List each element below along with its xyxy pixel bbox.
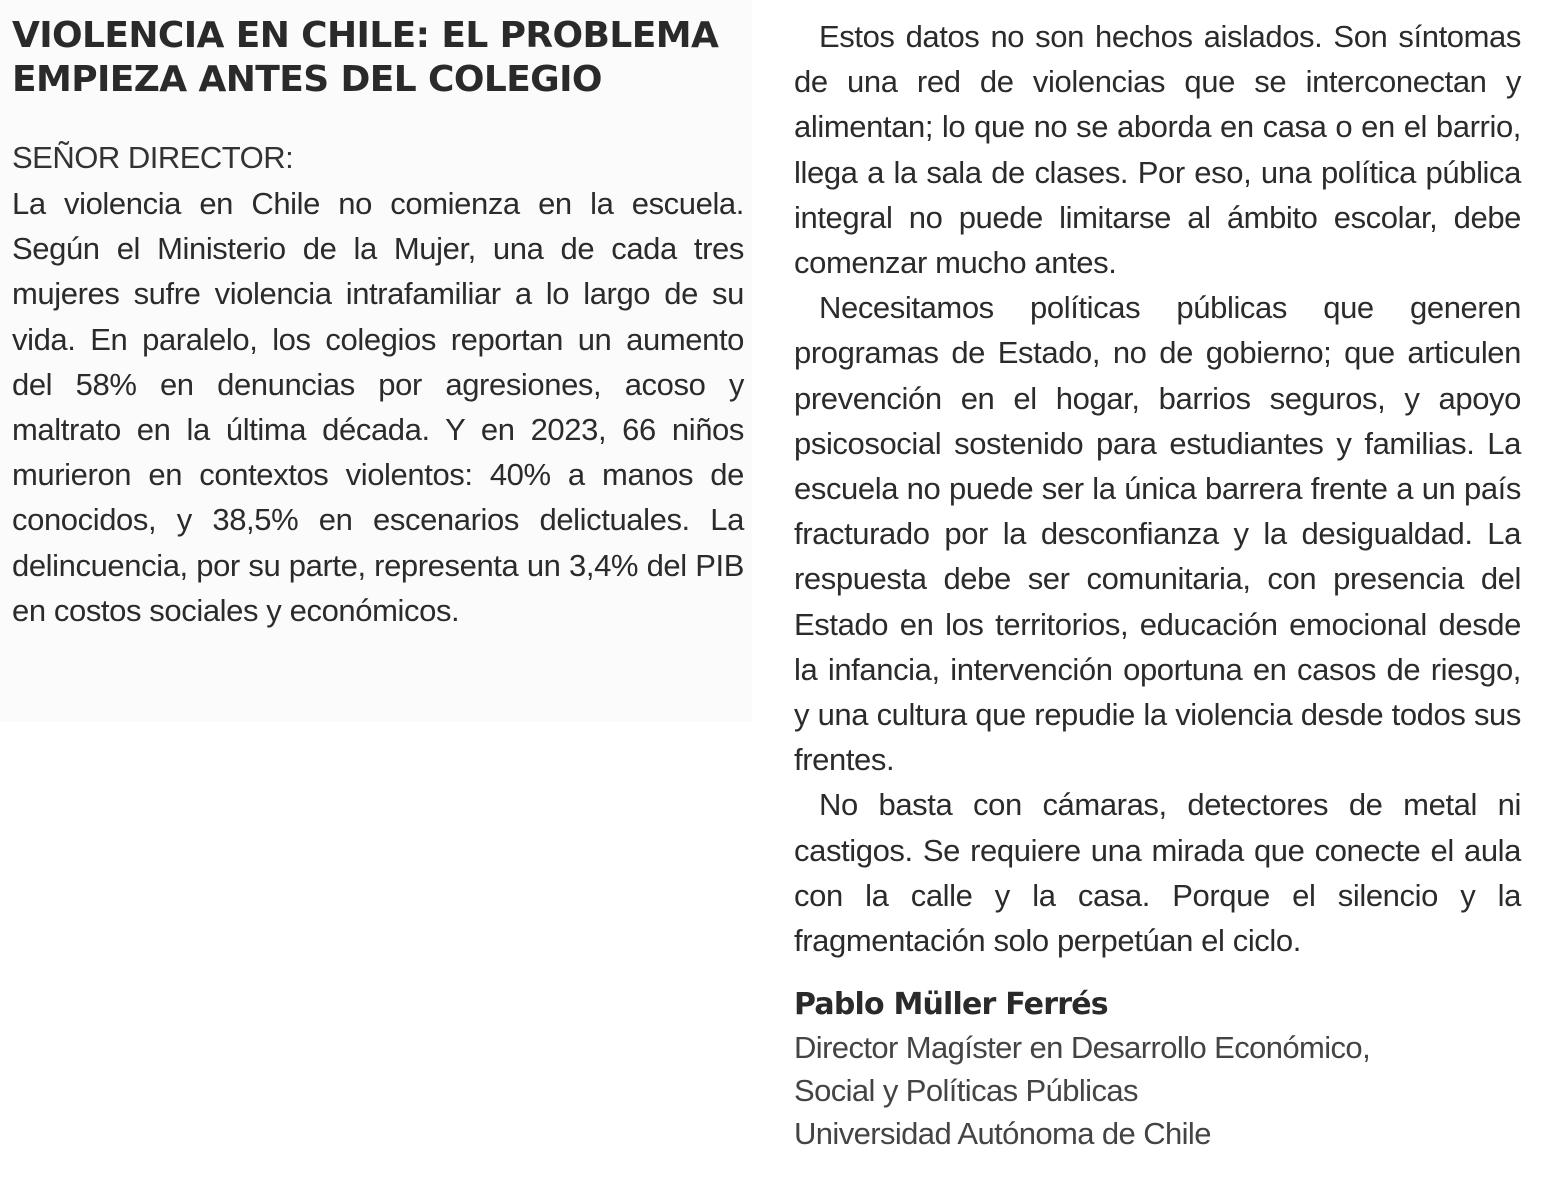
salutation: SEÑOR DIRECTOR: [12, 140, 294, 175]
author-name: Pablo Müller Ferrés [794, 987, 1108, 1022]
paragraph-3: Necesitamos políticas públicas que generen programas de Estado, no de gobierno; que articulen prevención en el hogar, barrios seguros, y apoyo psicosocial sostenido para estudiantes y familias. La escuela no puede ser la única barrera frente a un país fracturado por la desconfianza y la desigualdad. La respuesta debe ser comunitaria, con presencia del Estado en los territorios, educación emocional desde la infancia, intervención oportuna en casos de riesgo, y una cultura que repudie la violencia desde todos sus frentes. [794, 290, 1521, 778]
left-body [12, 181, 744, 633]
headline: VIOLENCIA EN CHILE: EL PROBLEMA EMPIEZA ANTES DEL COLEGIO [12, 15, 719, 100]
paragraph-1: La violencia en Chile no comienza en la escuela. Según el Ministerio de la Mujer, una de cada tres mujeres sufre violencia intrafamiliar a lo largo de su vida. En paralelo, los colegios reportan un aumento del 58% en denuncias por agresiones, acoso y maltrato en la última década. Y en 2023, 66 niños murieron en contextos violentos: 40% a manos de conocidos, y 38,5% en escenarios delictuales. La delincuencia, por su parte, representa un 3,4% del PIB en costos sociales y económicos. [12, 186, 744, 628]
paragraph-2: Estos datos no son hechos aislados. Son síntomas de una red de violencias que se interconectan y alimentan; lo que no se aborda en casa o en el barrio, llega a la sala de clases. Por eso, una política pública integral no puede limitarse al ámbito escolar, debe comenzar mucho antes. [794, 19, 1521, 281]
author-institution: Universidad Autónoma de Chile [794, 1116, 1211, 1151]
paragraph-4: No basta con cámaras, detectores de metal ni castigos. Se requiere una mirada que conecte el aula con la calle y la casa. Porque el silencio y la fragmentación solo perpetúan el ciclo. [794, 787, 1521, 959]
right-column [778, 0, 1551, 1190]
signature-block [794, 984, 1534, 1155]
left-column [0, 0, 752, 722]
author-title-line-2: Social y Políticas Públicas [794, 1073, 1138, 1108]
right-body [794, 14, 1521, 963]
author-title-line-1: Director Magíster en Desarrollo Económico, [794, 1030, 1371, 1065]
